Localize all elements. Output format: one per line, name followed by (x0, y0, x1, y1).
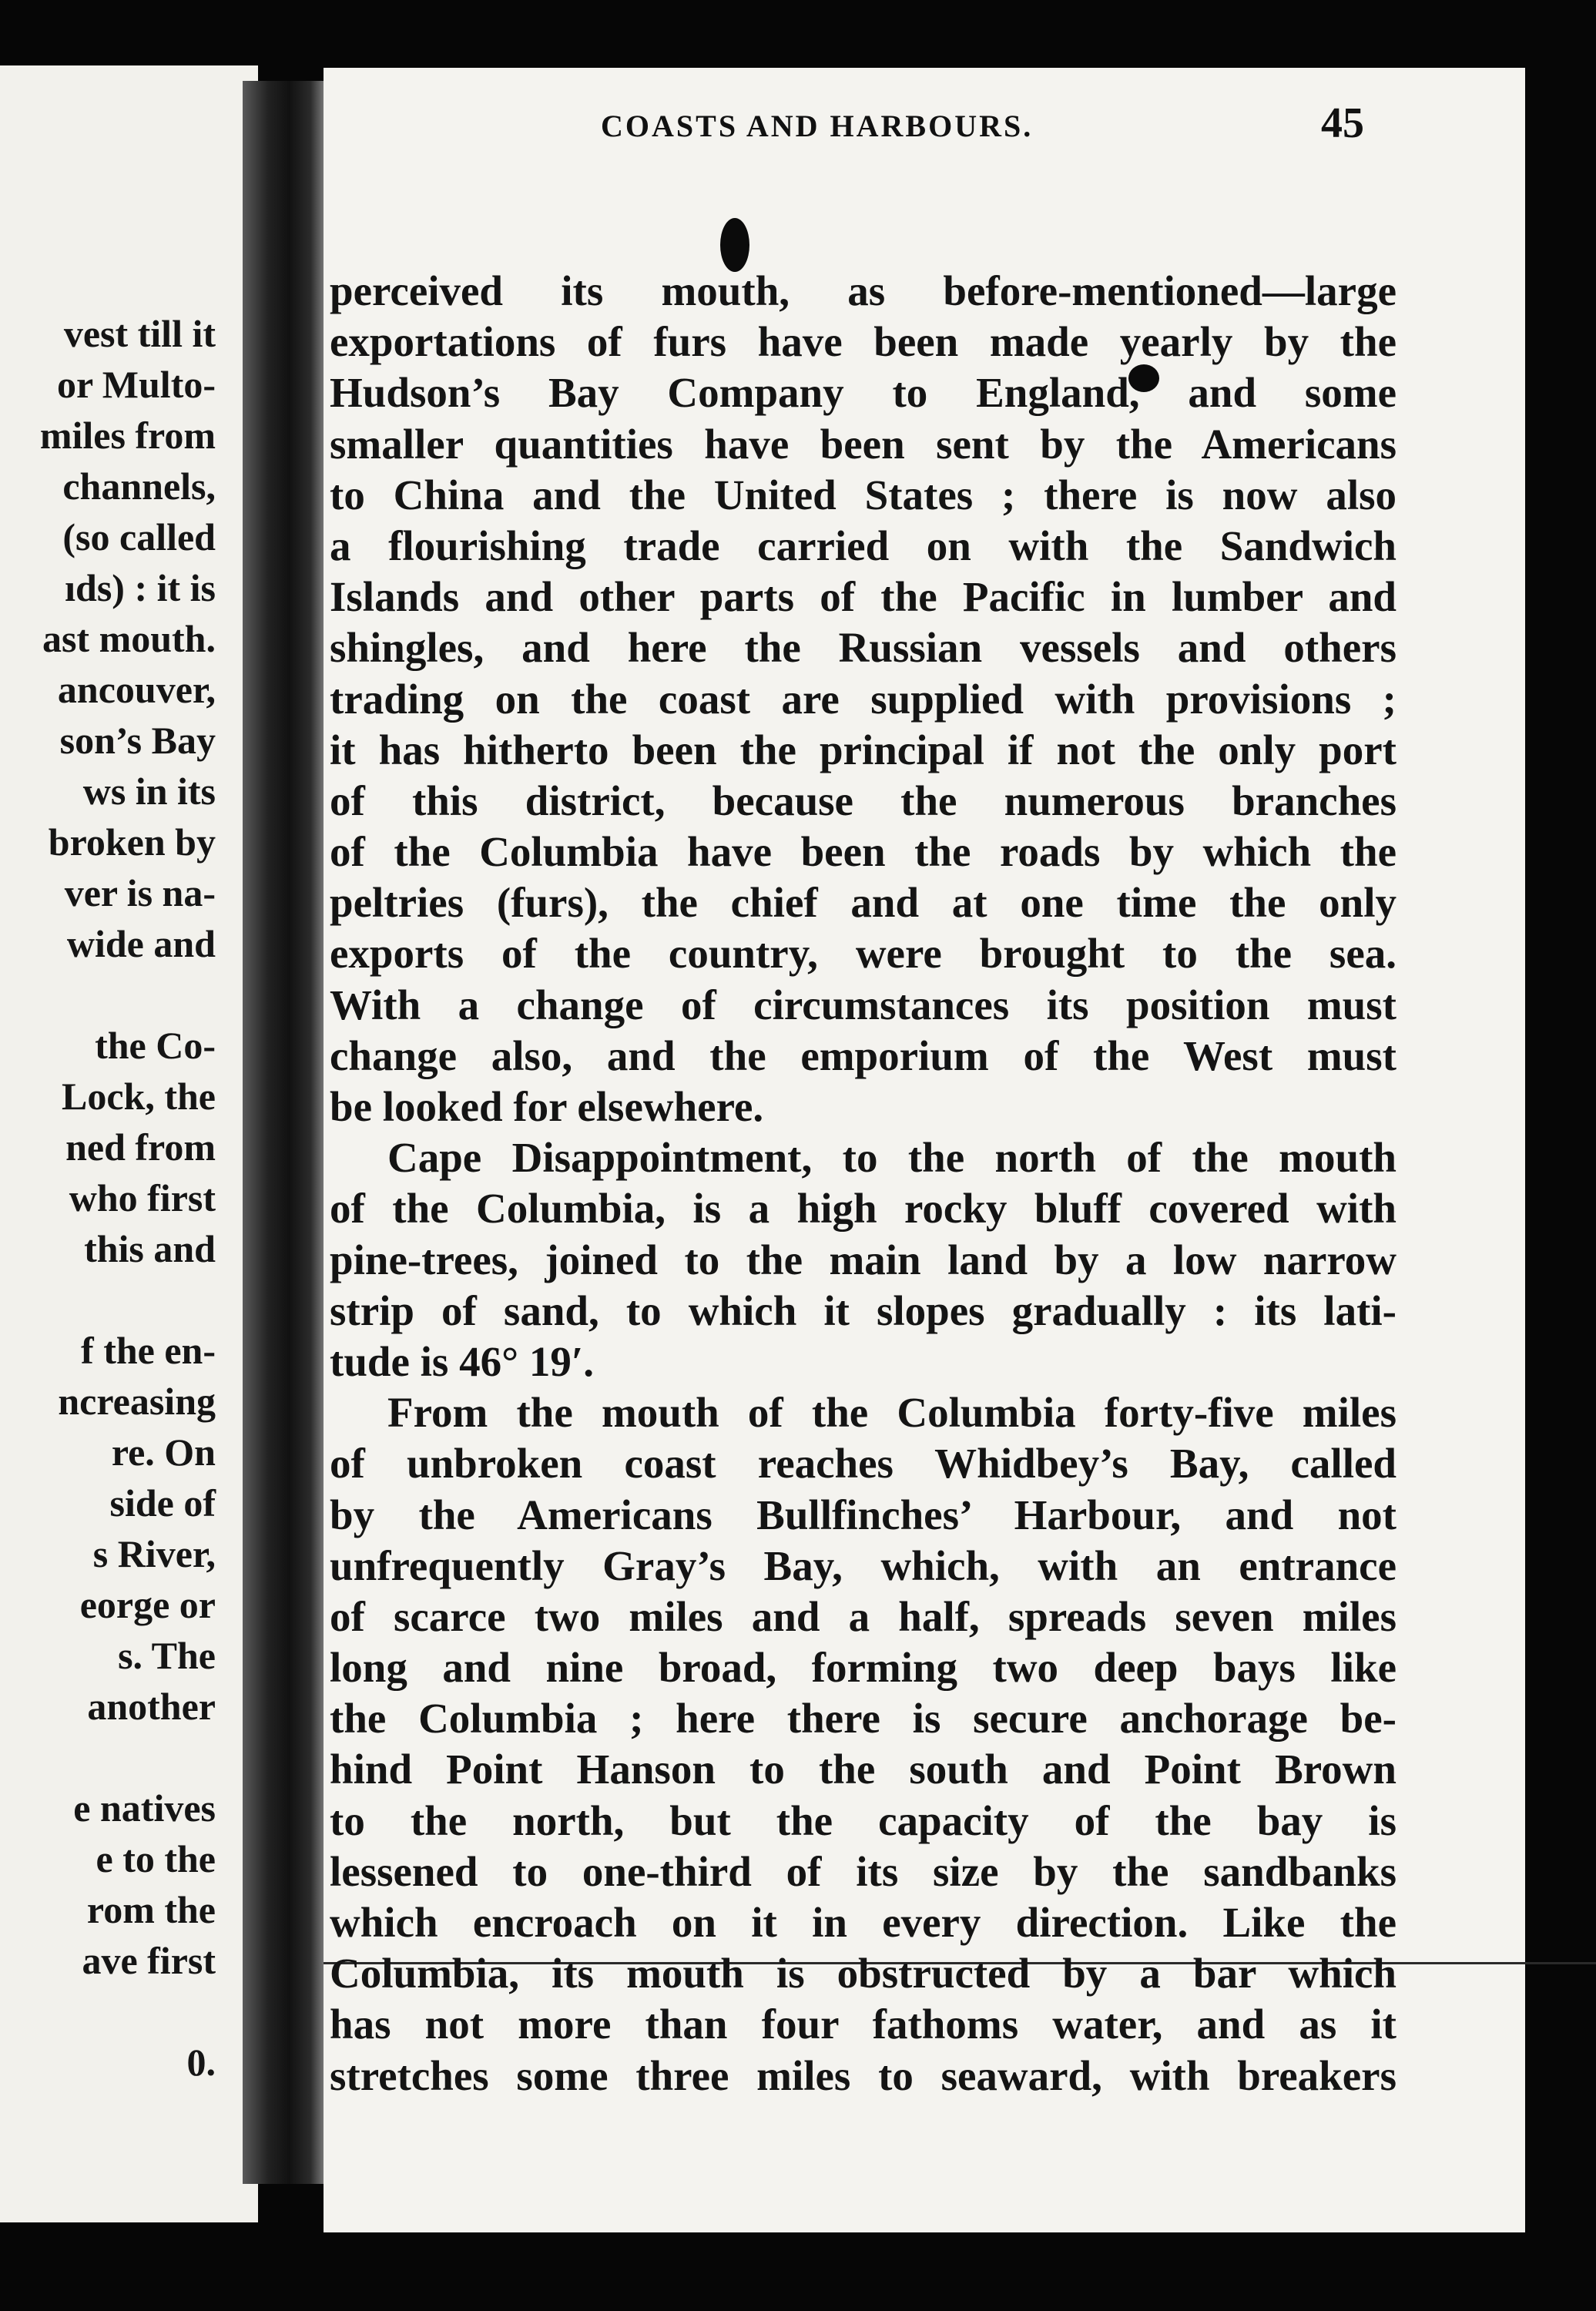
text-line: strip of sand, to which it slopes gradually : its lati- (330, 1286, 1396, 1334)
fragment-line: e natives (73, 1786, 216, 1830)
fragment-line: the Co- (95, 1024, 216, 1067)
fragment-line: s River, (92, 1532, 216, 1575)
fragment-line: (so called (62, 515, 216, 558)
fragment-line (0, 1732, 216, 1783)
text-line: the Columbia ; here there is secure anchorage be- (330, 1695, 1396, 1742)
fragment-line: re. On (111, 1431, 216, 1474)
fragment-line: this and (84, 1227, 216, 1270)
text-line: to China and the United States ; there is now also (330, 471, 1396, 518)
text-line: to the north, but the capacity of the bay is (330, 1796, 1396, 1844)
ink-blot (720, 218, 749, 272)
fragment-line: 0. (186, 2041, 216, 2084)
fragment-line: f the en- (81, 1329, 216, 1372)
text-line: of the Columbia have been the roads by which the (330, 828, 1396, 876)
text-line: change also, and the emporium of the West must (330, 1031, 1396, 1079)
text-line: be looked for elsewhere. (330, 1083, 764, 1130)
fragment-line: ast mouth. (42, 617, 216, 660)
fragment-line: Lock, the (62, 1075, 216, 1118)
text-line: unfrequently Gray’s Bay, which, with an entrance (330, 1541, 1396, 1589)
running-head: COASTS AND HARBOURS. (601, 109, 1034, 143)
fragment-line (0, 969, 216, 1020)
text-line: tude is 46° 19′. (330, 1337, 595, 1385)
text-line: by the Americans Bullfinches’ Harbour, and not (330, 1491, 1396, 1538)
fragment-line: s. The (118, 1634, 216, 1677)
fragment-line: ıds) : it is (65, 566, 216, 609)
fragment-line: ver is na- (64, 871, 216, 914)
text-line: lessened to one-third of its size by the sandbanks (330, 1847, 1396, 1895)
text-line: Cape Disappointment, to the north of the mouth (387, 1134, 1396, 1182)
fragment-line: ned from (65, 1125, 216, 1169)
text-line: From the mouth of the Columbia forty-five miles (387, 1389, 1396, 1437)
fragment-line: or Multo- (57, 363, 216, 406)
text-line: hind Point Hanson to the south and Point Brown (330, 1746, 1396, 1793)
text-line: of unbroken coast reaches Whidbey’s Bay, called (330, 1440, 1396, 1488)
text-line: has not more than four fathoms water, and as it (330, 2001, 1396, 2048)
fragment-line (0, 1986, 216, 2037)
text-line: exports of the country, were brought to the sea. (330, 930, 1396, 978)
fragment-line: rom the (86, 1888, 216, 1931)
text-line: pine-trees, joined to the main land by a low narrow (330, 1236, 1396, 1283)
text-line: smaller quantities have been sent by the Americans (330, 420, 1396, 468)
text-line: of the Columbia, is a high rocky bluff covered with (330, 1185, 1396, 1233)
text-line: which encroach on it in every direction. Like the (330, 1899, 1396, 1946)
fragment-line (0, 1274, 216, 1325)
text-line: a flourishing trade carried on with the Sandwich (330, 522, 1396, 569)
text-line: stretches some three miles to seaward, with breakers (330, 2051, 1396, 2099)
body-text (330, 266, 1396, 2101)
text-line: it has hitherto been the principal if not the only port (330, 726, 1396, 773)
fragment-line: who first (69, 1176, 216, 1219)
text-line: long and nine broad, forming two deep bays like (330, 1644, 1396, 1692)
previous-page-text (0, 308, 216, 2088)
fragment-line: broken by (48, 820, 216, 864)
fragment-line: miles from (39, 414, 216, 457)
fragment-line: wide and (66, 922, 216, 965)
text-line: exportations of furs have been made yearly by the (330, 318, 1396, 366)
fragment-line: vest till it (63, 312, 216, 355)
text-line: Columbia, its mouth is obstructed by a bar which (330, 1950, 1396, 1997)
fragment-line: ncreasing (58, 1380, 216, 1423)
book-gutter-shadow (243, 81, 327, 2184)
text-line: of this district, because the numerous branches (330, 776, 1396, 824)
fragment-line: ave first (82, 1939, 216, 1982)
text-line: Islands and other parts of the Pacific in lumber and (330, 573, 1396, 621)
page-number: 45 (1321, 99, 1364, 147)
fragment-line: son’s Bay (59, 719, 216, 762)
text-line: peltries (furs), the chief and at one time the only (330, 879, 1396, 927)
text-line: Hudson’s Bay Company to England, and some (330, 369, 1396, 417)
text-line: perceived its mouth, as before-mentioned—large (330, 267, 1396, 314)
text-line: trading on the coast are supplied with provisions ; (330, 675, 1396, 723)
text-line: shingles, and here the Russian vessels and others (330, 624, 1396, 672)
fragment-line: ancouver, (57, 668, 216, 711)
fragment-line: side of (109, 1481, 216, 1524)
text-line: of scarce two miles and a half, spreads seven miles (330, 1592, 1396, 1640)
previous-page-fragment (0, 65, 258, 2222)
fragment-line: e to the (96, 1837, 216, 1880)
fragment-line: eorge or (79, 1583, 216, 1626)
fragment-line: channels, (62, 465, 216, 508)
fragment-line: ws in its (82, 770, 216, 813)
text-line: With a change of circumstances its position must (330, 981, 1396, 1028)
fragment-line: another (87, 1685, 216, 1728)
